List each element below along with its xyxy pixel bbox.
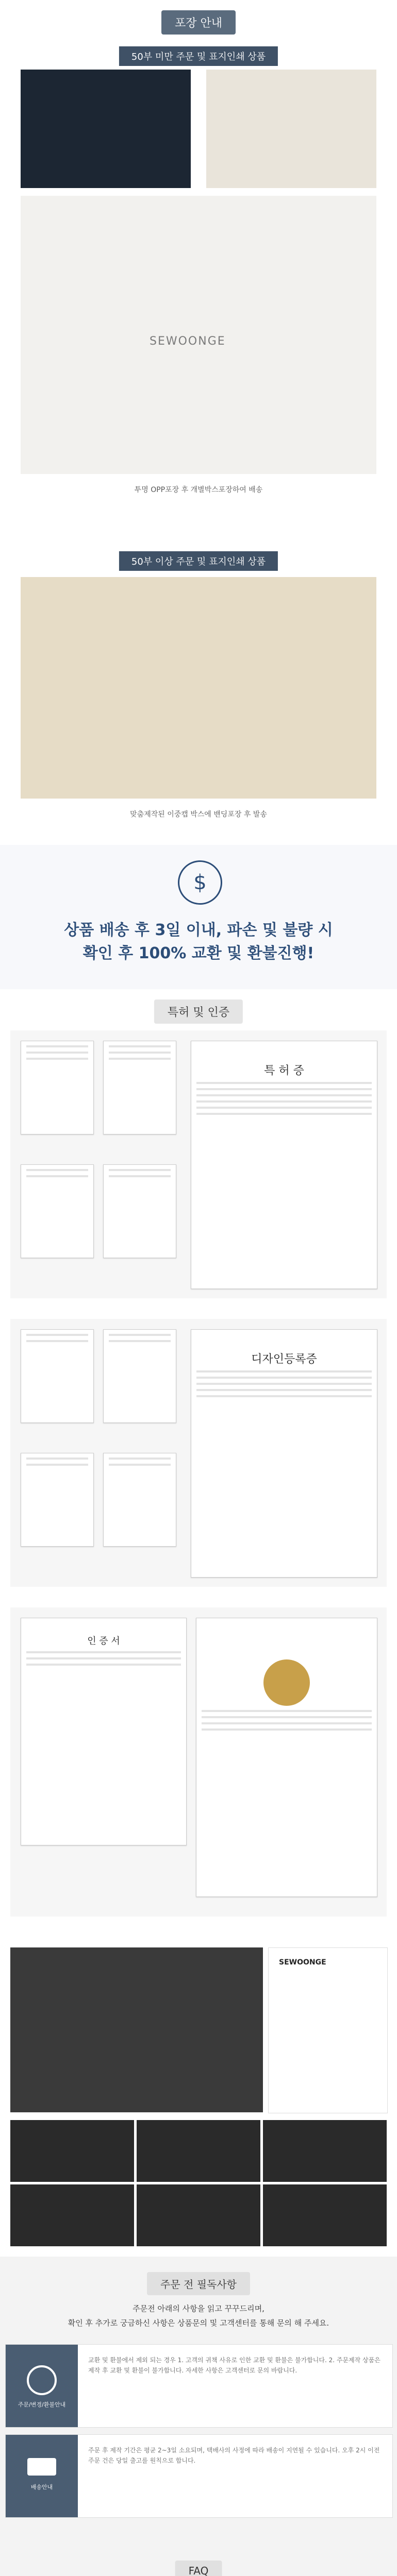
large-packaging-section: [0, 551, 397, 845]
notice-row: [5, 2434, 393, 2518]
notice-row-label: 배송안내: [30, 2484, 53, 2490]
workshop-photo: [10, 1947, 263, 2112]
cert-thumb: [103, 1041, 176, 1134]
notice-row-icon: [6, 2435, 78, 2517]
cert-thumb: [21, 1041, 94, 1134]
cert-grid-1: [10, 1030, 387, 1298]
shipping-box-photo: [21, 196, 376, 474]
packaging-header: 포장 안내: [161, 10, 236, 35]
workshop-photo: [10, 2120, 134, 2182]
truck-icon: [27, 2458, 56, 2476]
notice-row-text: 교환 및 환불에서 제외 되는 경우 1. 고객의 귀책 사유로 인한 교환 및 환불은 불가합니다. 2. 주문제작 상품은 제작 후 교환 및 환불이 불가합니다. 자세한 사항은 고객센터로 문의 바랍니다.: [88, 2357, 381, 2374]
cert-thumb: [103, 1453, 176, 1547]
notice-sub-2: 확인 후 추가로 궁금하신 사항은 상품문의 및 고객센터를 통해 문의 해 주세요.: [68, 2318, 329, 2328]
award-certificate: [196, 1618, 377, 1897]
notice-row-label: 주문/변경/환불안내: [18, 2401, 66, 2408]
workshop-photo: [263, 2184, 387, 2246]
certs-header: 특허 및 인증: [154, 999, 243, 1024]
gold-seal-icon: [263, 1659, 310, 1706]
design-certificate: [191, 1329, 377, 1578]
cert-grid-2: [10, 1319, 387, 1587]
workshop-photo: [263, 2120, 387, 2182]
cert-thumb: [21, 1453, 94, 1547]
banding-package-photo: [21, 577, 376, 799]
workshop-brand-panel: [268, 1947, 388, 2113]
workshop-photo: [137, 2184, 260, 2246]
notice-sub-1: 주문전 아래의 사항을 읽고 꾸꾸드리며,: [133, 2304, 264, 2313]
certs-section: [0, 989, 397, 1937]
box-brand-text: SEWOONGE: [150, 335, 226, 348]
workshop-photo: [137, 2120, 260, 2182]
small-order-pill: 50부 미만 주문 및 표지인쇄 상품: [119, 46, 278, 66]
cert-thumb: [21, 1329, 94, 1423]
refund-line-2: 확인 후 100% 교환 및 환불진행!: [82, 944, 315, 962]
patent-title: 특 허 증: [264, 1064, 304, 1077]
refund-dollar-icon: $: [178, 860, 222, 905]
notice-row: [5, 2344, 393, 2428]
packaging-section: [0, 0, 397, 551]
refund-section: [0, 845, 397, 989]
opp-package-photo: [21, 70, 191, 188]
refresh-icon: [27, 2365, 57, 2395]
large-order-caption: 맞춤제작된 이중캡 박스에 밴딩포장 후 발송: [130, 810, 267, 819]
large-order-pill: 50부 이상 주문 및 표지인쇄 상품: [119, 551, 278, 571]
workshop-brand: SEWOONGE: [279, 1958, 326, 1967]
faq-section: [0, 2545, 397, 2576]
box-package-photo: [206, 70, 376, 188]
workshop-photo: [10, 2184, 134, 2246]
refund-line-1: 상품 배송 후 3일 이내, 파손 및 불량 시: [64, 921, 333, 939]
faq-header: FAQ: [175, 2561, 222, 2576]
patent-certificate: [191, 1041, 377, 1289]
iso-certificate: [21, 1618, 187, 1845]
notice-header: 주문 전 필독사항: [147, 2272, 250, 2295]
notice-section: [0, 2257, 397, 2545]
iso-title: 인 증 서: [87, 1636, 120, 1647]
notice-row-text: 주문 후 제작 기간은 평균 2~3일 소요되며, 택배사의 사정에 따라 배송이 지연될 수 있습니다. 오후 2시 이전 주문 건은 당일 출고를 원칙으로 합니다.: [88, 2447, 380, 2464]
cert-thumb: [103, 1164, 176, 1258]
cert-thumb: [21, 1164, 94, 1258]
cert-thumb: [103, 1329, 176, 1423]
small-order-caption: 투명 OPP포장 후 개별박스포장하여 배송: [134, 486, 263, 494]
workshop-section: [0, 1937, 397, 2257]
cert-grid-3: [10, 1607, 387, 1917]
notice-row-icon: [6, 2345, 78, 2427]
design-title: 디자인등록증: [251, 1353, 317, 1366]
